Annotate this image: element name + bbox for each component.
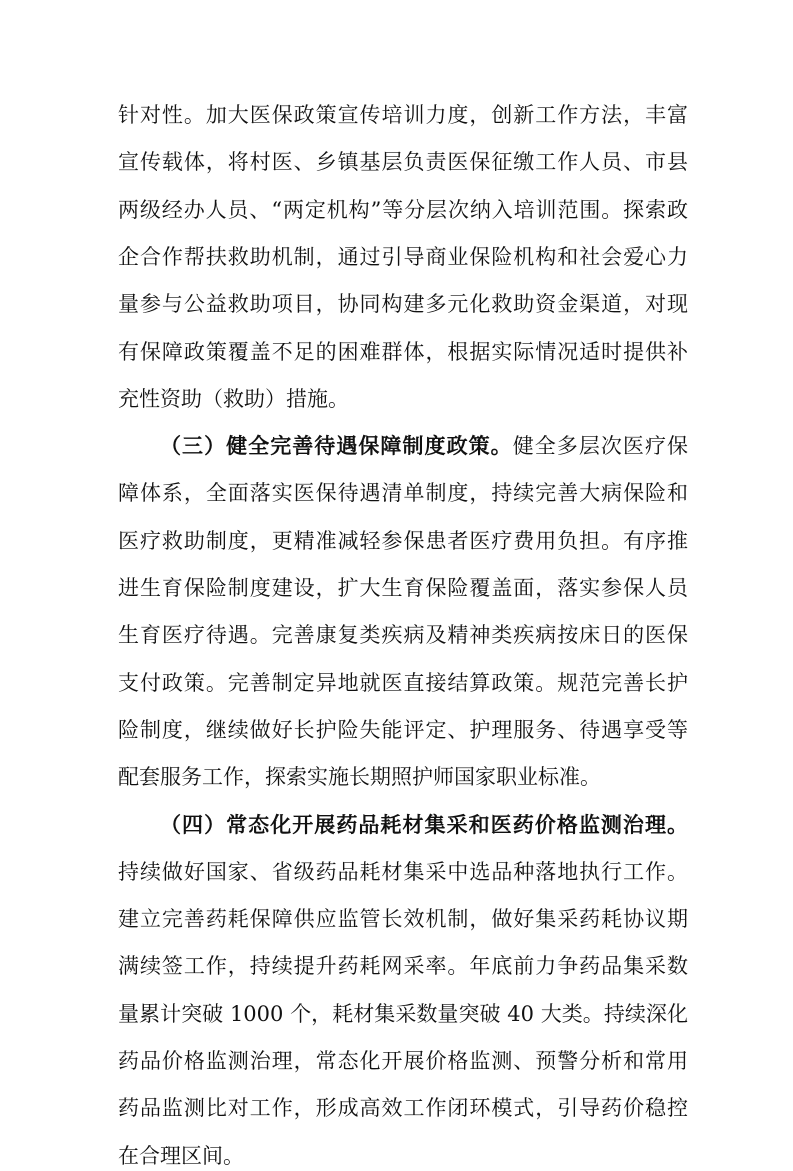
paragraph-line: 险制度，继续做好长护险失能评定、护理服务、待遇享受等 (118, 717, 688, 742)
paragraph-line: 建立完善药耗保障供应监管长效机制，做好集采药耗协议期 (118, 907, 688, 932)
paragraph-line: 有保障政策覆盖不足的困难群体，根据实际情况适时提供补 (118, 339, 688, 364)
paragraph-line: 生育医疗待遇。完善康复类疾病及精神类疾病按床日的医保 (118, 623, 688, 648)
paragraph-line: 宣传载体，将村医、乡镇基层负责医保征缴工作人员、市县 (118, 150, 688, 175)
paragraph-line: 医疗救助制度，更精准减轻参保患者医疗费用负担。有序推 (118, 528, 688, 553)
paragraph-line: 进生育保险制度建设，扩大生育保险覆盖面，落实参保人员 (118, 576, 688, 600)
section-4-heading: （四）常态化开展药品耗材集采和医药价格监测治理。 (160, 811, 688, 837)
paragraph-line: 量参与公益救助项目，协同构建多元化救助资金渠道，对现 (118, 292, 688, 317)
paragraph-line: 在合理区间。 (118, 1143, 244, 1168)
paragraph-line: 药品监测比对工作，形成高效工作闭环模式，引导药价稳控 (118, 1096, 688, 1121)
section-3-heading: （三）健全完善待遇保障制度政策。 (160, 433, 513, 459)
paragraph-line: 企合作帮扶救助机制，通过引导商业保险机构和社会爱心力 (118, 244, 688, 269)
section-3-first-line (160, 431, 688, 461)
section-3-first-line-text: 健全多层次医疗保 (512, 434, 689, 459)
paragraph-line: 持续做好国家、省级药品耗材集采中选品种落地执行工作。 (118, 859, 688, 884)
paragraph-line: 针对性。加大医保政策宣传培训力度，创新工作方法，丰富 (118, 103, 688, 127)
paragraph-line: 配套服务工作，探索实施长期照护师国家职业标准。 (118, 765, 601, 790)
paragraph-line: 两级经办人员、“两定机构”等分层次纳入培训范围。探索政 (118, 197, 688, 222)
paragraph-line: 量累计突破 1000 个，耗材集采数量突破 40 大类。持续深化 (118, 1001, 688, 1026)
paragraph-line: 充性资助（救助）措施。 (118, 386, 349, 411)
paragraph-line: 药品价格监测治理，常态化开展价格监测、预警分析和常用 (118, 1049, 688, 1073)
paragraph-line: 满续签工作，持续提升药耗网采率。年底前力争药品集采数 (118, 954, 688, 979)
paragraph-line: 障体系，全面落实医保待遇清单制度，持续完善大病保险和 (118, 481, 688, 506)
paragraph-line: 支付政策。完善制定异地就医直接结算政策。规范完善长护 (118, 670, 688, 695)
